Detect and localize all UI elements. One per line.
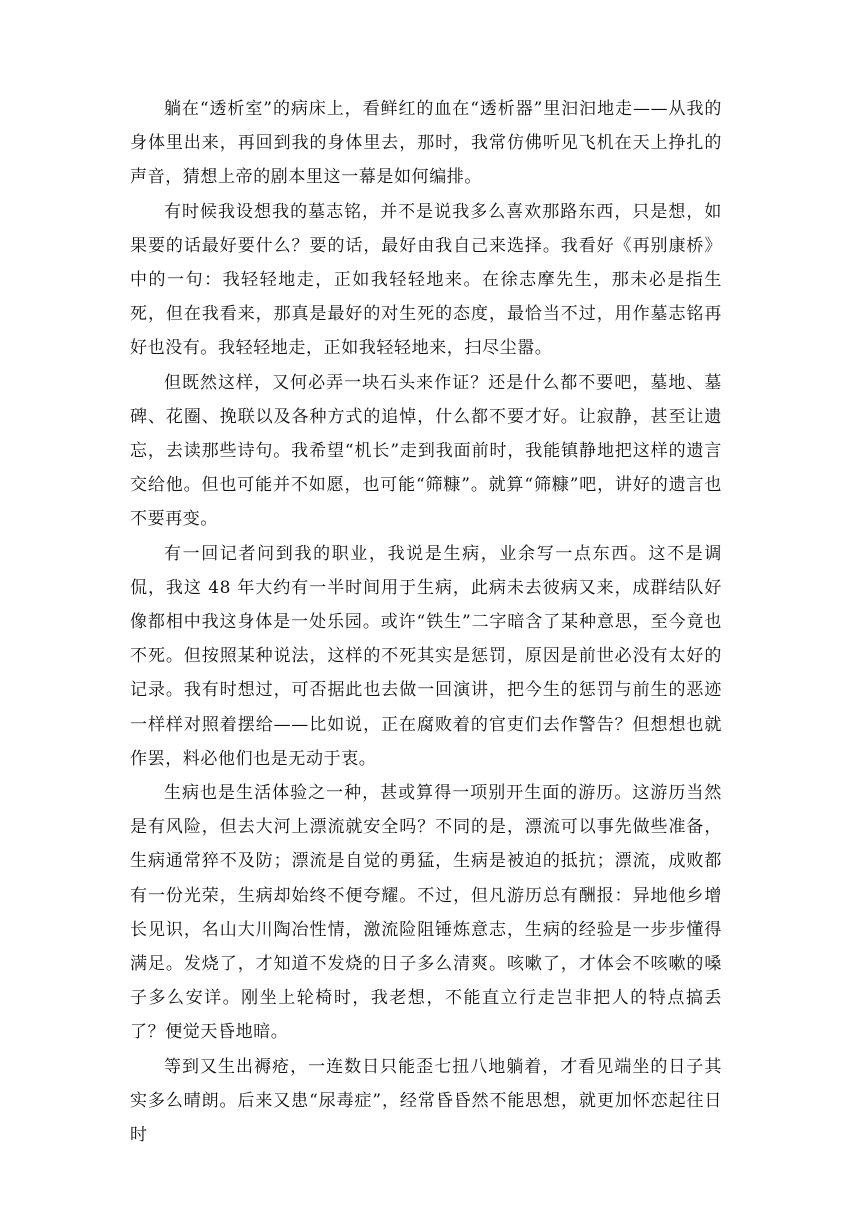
paragraph: 但既然这样，又何必弄一块石头来作证？还是什么都不要吧，墓地、墓碑、花圈、挽联以及各种方式的追悼，什么都不要才好。让寂静，甚至让遗忘，去读那些诗句。我希望“机长”走到我面前时，我能镇静地把这样的遗言交给他。但也可能并不如愿，也可能“筛糠”。就算“筛糠”吧，讲好的遗言也不要再变。 — [130, 372, 722, 530]
paragraph: 有时候我设想我的墓志铭，并不是说我多么喜欢那路东西，只是想，如果要的话最好要什么？要的话，最好由我自己来选择。我看好《再别康桥》中的一句：我轻轻地走，正如我轻轻地来。在徐志摩先生，那未必是指生死，但在我看来，那真是最好的对生死的态度，最恰当不过，用作墓志铭再好也没有。我轻轻地走，正如我轻轻地来，扫尽尘嚣。 — [130, 201, 722, 359]
paragraph: 等到又生出褥疮，一连数日只能歪七扭八地躺着，才看见端坐的日子其实多么晴朗。后来又患“尿毒症”，经常昏昏然不能思想，就更加怀恋起往日时 — [130, 1056, 722, 1146]
paragraph: 生病也是生活体验之一种，甚或算得一项别开生面的游历。这游历当然是有风险，但去大河上漂流就安全吗？不同的是，漂流可以事先做些准备，生病通常猝不及防；漂流是自觉的勇猛，生病是被迫的抵抗；漂流，成败都有一份光荣，生病却始终不便夸耀。不过，但凡游历总有酬报：异地他乡增长见识，名山大川陶冶性情，激流险阻锤炼意志，生病的经验是一步步懂得满足。发烧了，才知道不发烧的日子多么清爽。咳嗽了，才体会不咳嗽的嗓子多么安详。刚坐上轮椅时，我老想，不能直立行走岂非把人的特点搞丢了？便觉天昏地暗。 — [130, 783, 722, 1043]
document-page — [130, 92, 722, 1152]
paragraph: 躺在“透析室”的病床上，看鲜红的血在“透析器”里汩汩地走——从我的身体里出来，再回到我的身体里去，那时，我常仿佛听见飞机在天上挣扎的声音，猜想上帝的剧本里这一幕是如何编排。 — [130, 99, 722, 188]
paragraph: 有一回记者问到我的职业，我说是生病，业余写一点东西。这不是调侃，我这 48 年大约有一半时间用于生病，此病未去彼病又来，成群结队好像都相中我这身体是一处乐园。或许“铁生”二字暗含了某种意思，至今竟也不死。但按照某种说法，这样的不死其实是惩罚，原因是前世必没有太好的记录。我有时想过，可否据此也去做一回演讲，把今生的惩罚与前生的恶迹一样样对照着摆给——比如说，正在腐败着的官吏们去作警告？但想想也就作罢，料必他们也是无动于衷。 — [130, 543, 722, 769]
